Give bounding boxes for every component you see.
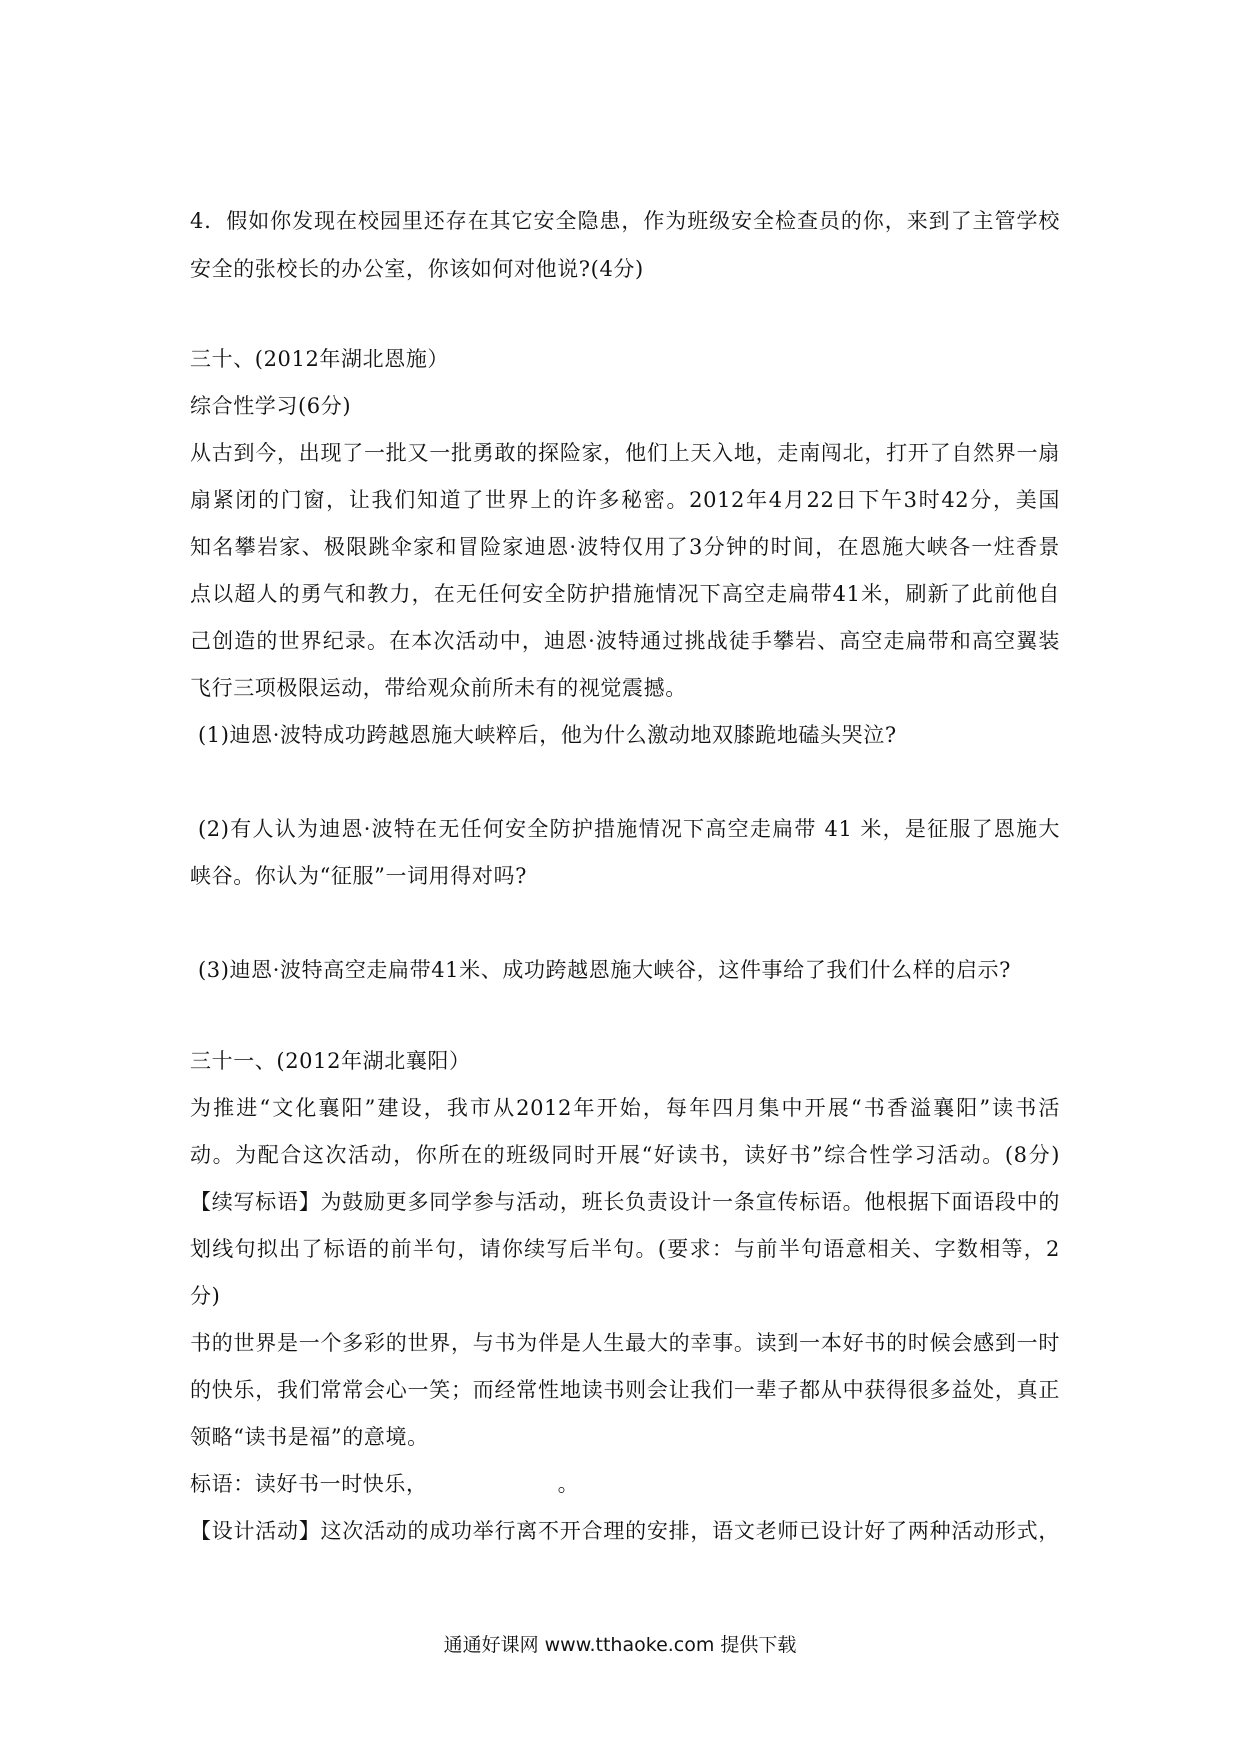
section-30-paragraph-line-1: 从古到今，出现了一批又一批勇敢的探险家，他们上天入地，走南闯北，打开了自然界一扇: [190, 441, 1060, 465]
slogan-task-line-3: 分): [190, 1284, 221, 1308]
section-30-question-2-line-2: 峡谷。你认为“征服”一词用得对吗?: [190, 864, 527, 888]
section-30-paragraph-line-2: 扇紧闭的门窗，让我们知道了世界上的许多秘密。2012年4月22日下午3时42分，美国: [190, 488, 1060, 512]
slogan-task-line-2: 划线句拟出了标语的前半句，请你续写后半句。(要求：与前半句语意相关、字数相等，2: [190, 1237, 1060, 1261]
section-30-question-1: (1)迪恩·波特成功跨越恩施大峡粹后，他为什么激动地双膝跪地磕头哭泣?: [198, 723, 897, 747]
design-activity-line: 【设计活动】这次活动的成功举行离不开合理的安排，语文老师已设计好了两种活动形式，: [190, 1519, 1060, 1543]
section-30-subheading: 综合性学习(6分): [190, 394, 352, 418]
section-31-heading: 三十一、(2012年湖北襄阳）: [190, 1049, 471, 1073]
section-30-question-3: (3)迪恩·波特高空走扁带41米、成功跨越恩施大峡谷，这件事给了我们什么样的启示?: [198, 958, 1011, 982]
section-30-question-2-line-1: (2)有人认为迪恩·波特在无任何安全防护措施情况下高空走扁带 41 米，是征服了恩施大: [198, 817, 1060, 841]
slogan-prefix: 标语：读好书一时快乐，: [190, 1472, 428, 1496]
section-30-paragraph-line-5: 己创造的世界纪录。在本次活动中，迪恩·波特通过挑战徒手攀岩、高空走扁带和高空翼装: [190, 629, 1060, 653]
question-4-line-2: 安全的张校长的办公室，你该如何对他说?(4分): [190, 257, 644, 281]
section-31-intro-line-1: 为推进“文化襄阳”建设，我市从2012年开始，每年四月集中开展“书香溢襄阳”读书活: [190, 1096, 1060, 1120]
question-4-line-1: 4．假如你发现在校园里还存在其它安全隐患，作为班级安全检查员的你，来到了主管学校: [190, 209, 1060, 233]
slogan-suffix: 。: [557, 1472, 580, 1496]
reading-passage-line-2: 的快乐，我们常常会心一笑；而经常性地读书则会让我们一辈子都从中获得很多益处，真正: [190, 1378, 1060, 1402]
section-30-paragraph-line-3: 知名攀岩家、极限跳伞家和冒险家迪恩·波特仅用了3分钟的时间，在恩施大峡各一炷香景: [190, 535, 1060, 559]
section-30-heading: 三十、(2012年湖北恩施）: [190, 347, 450, 371]
section-30-paragraph-line-6: 飞行三项极限运动，带给观众前所未有的视觉震撼。: [190, 676, 687, 700]
reading-passage-line-1: 书的世界是一个多彩的世界，与书为伴是人生最大的幸事。读到一本好书的时候会感到一时: [190, 1331, 1060, 1355]
page-footer: 通通好课网 www.tthaoke.com 提供下载: [443, 1634, 797, 1656]
reading-passage-line-3: 领略“读书是福”的意境。: [190, 1425, 429, 1449]
slogan-line: [190, 1470, 579, 1498]
section-30-paragraph-line-4: 点以超人的勇气和教力，在无任何安全防护措施情况下高空走扁带41米，刷新了此前他自: [190, 582, 1060, 606]
slogan-task-line-1: 【续写标语】为鼓励更多同学参与活动，班长负责设计一条宣传标语。他根据下面语段中的: [190, 1190, 1060, 1214]
section-31-intro-line-2: 动。为配合这次活动，你所在的班级同时开展“好读书，读好书”综合性学习活动。(8分): [190, 1143, 1060, 1167]
